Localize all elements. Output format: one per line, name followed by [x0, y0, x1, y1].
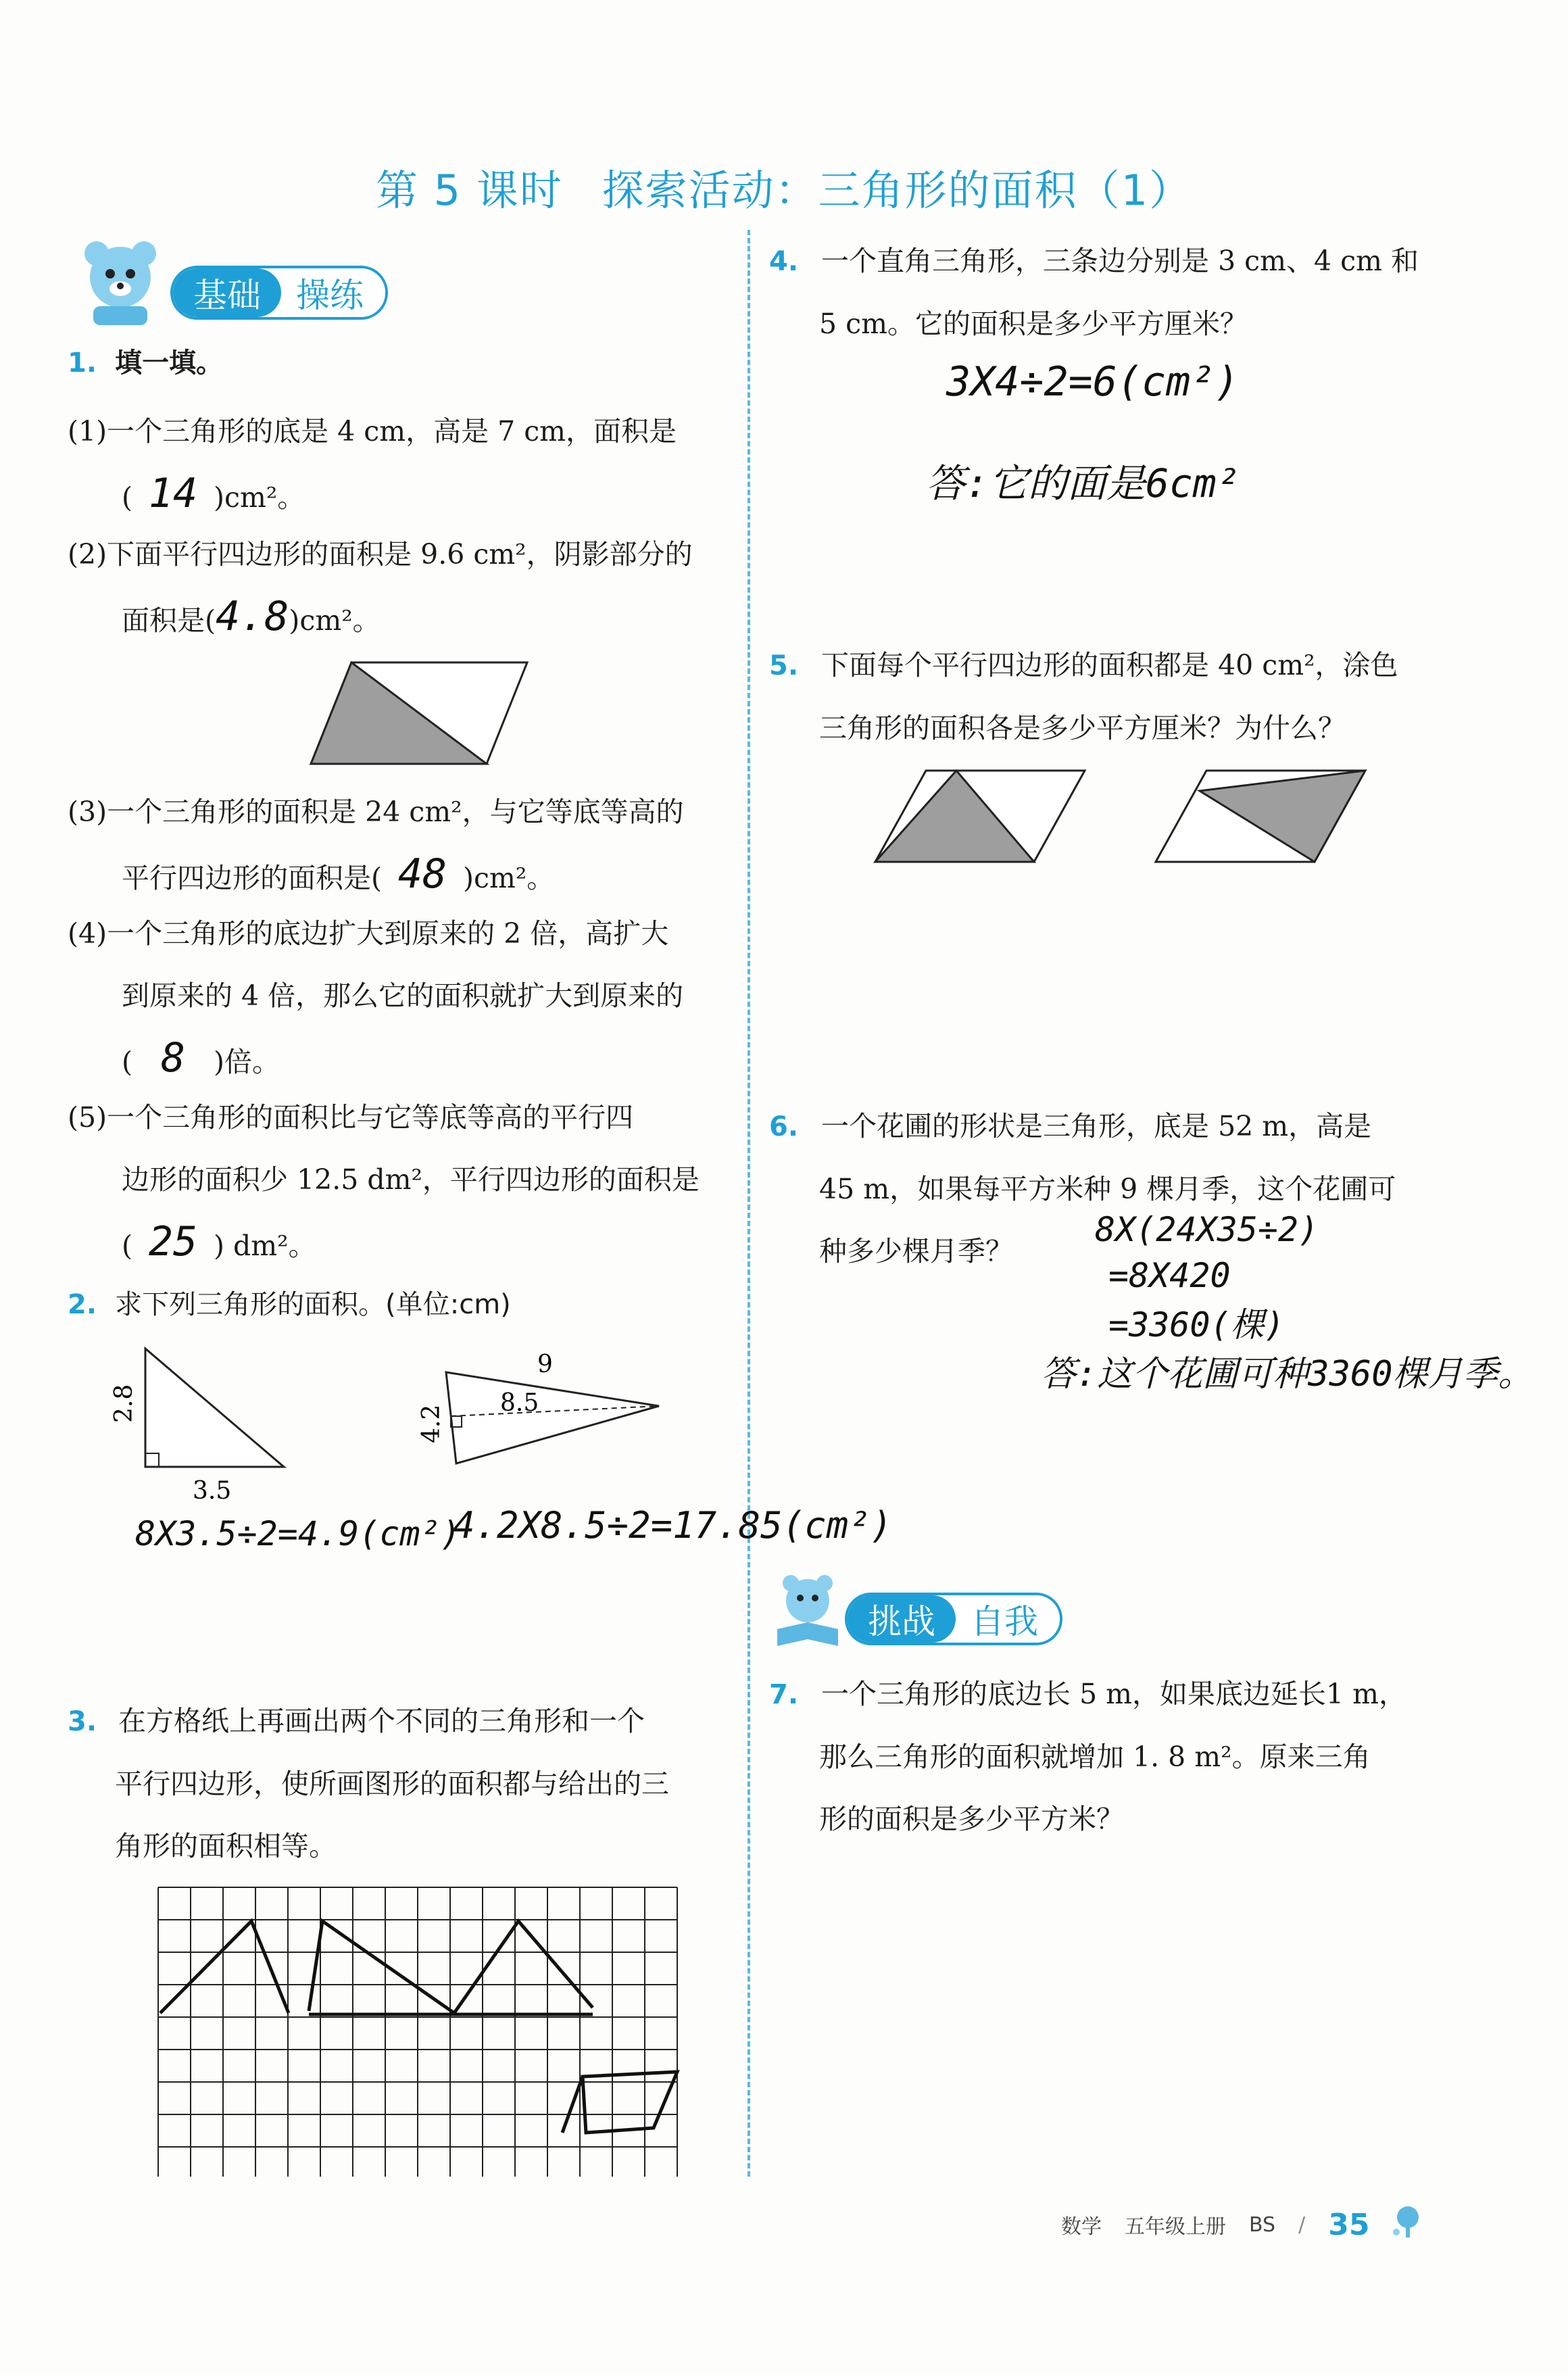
- q2-work1: 8X3.5÷2=4.9(cm²): [135, 1514, 461, 1553]
- question-7: [769, 1663, 1445, 1850]
- q4-work: 3X4÷2=6(cm²): [946, 358, 1240, 406]
- q1-p4-pre: (: [122, 1046, 132, 1078]
- q2-tri2-height-label: 8.5: [500, 1389, 539, 1417]
- q1-p1-line1: (1)一个三角形的底是 4 cm，高是 7 cm，面积是: [68, 415, 677, 447]
- q1-p3-line1: (3)一个三角形的面积是 24 cm²，与它等底等高的: [68, 796, 684, 828]
- q6-line1: 一个花圃的形状是三角形，底是 52 m，高是: [821, 1110, 1372, 1142]
- q1-p4-answer: 8: [160, 1034, 186, 1082]
- section-label-basic: 基础: [173, 268, 281, 317]
- q2-obtuse-triangle: [406, 1349, 676, 1470]
- q6-work2: =8X420: [1108, 1256, 1231, 1295]
- q1-parallelogram-figure: [308, 659, 531, 767]
- q1-p3-pre: 平行四边形的面积是(: [122, 862, 382, 894]
- tree-icon: [1392, 2205, 1423, 2244]
- page-footer: 数学 五年级上册 BS / 35: [1061, 2205, 1423, 2244]
- q1-p5-post: ) dm²。: [214, 1230, 316, 1262]
- section-label-self: 自我: [956, 1595, 1060, 1643]
- question-1: [68, 341, 223, 380]
- question-3: [68, 1690, 737, 1877]
- q2-text: 求下列三角形的面积。(单位:cm): [115, 1289, 511, 1320]
- q1-p5-line1: (5)一个三角形的面积比与它等底等高的平行四: [68, 1101, 634, 1134]
- q7-line3: 形的面积是多少平方米？: [819, 1803, 1124, 1835]
- q1-p3-post: )cm²。: [463, 862, 555, 894]
- page-number: 35: [1328, 2207, 1370, 2242]
- q7-number: 7.: [769, 1679, 799, 1710]
- q2-tri1-base-label: 3.5: [193, 1477, 232, 1504]
- q1-p5-pre: (: [122, 1230, 132, 1262]
- q1-part3: [68, 781, 730, 909]
- q1-p4-post: )倍。: [214, 1046, 280, 1078]
- footer-subject: 数学: [1061, 2215, 1102, 2239]
- q1-heading: 填一填。: [115, 347, 224, 379]
- q7-line1: 一个三角形的底边长 5 m，如果底边延长1 m，: [821, 1678, 1407, 1710]
- q1-p4-line1: (4)一个三角形的底边扩大到原来的 2 倍，高扩大: [68, 917, 669, 950]
- q1-part4: [68, 902, 730, 1093]
- question-5: [769, 634, 1445, 759]
- q2-tri2-side-label: 9: [537, 1351, 553, 1378]
- q3-line3: 角形的面积相等。: [115, 1830, 337, 1862]
- section-label-challenge: 挑战: [848, 1595, 956, 1643]
- q1-number: 1.: [68, 347, 97, 379]
- q1-p2-answer: 4.8: [216, 593, 289, 640]
- question-2: [68, 1283, 511, 1322]
- q3-grid-paper: [157, 1886, 684, 2177]
- bear-mascot-icon: [73, 233, 168, 328]
- column-divider: [748, 230, 750, 2177]
- page-title: [0, 157, 1568, 217]
- q1-p3-answer: 48: [397, 850, 447, 898]
- q1-part2: [68, 523, 730, 652]
- q4-line1: 一个直角三角形，三条边分别是 3 cm、4 cm 和: [821, 245, 1419, 277]
- reading-mascot-icon: [770, 1568, 845, 1649]
- q1-p2-post: )cm²。: [289, 604, 381, 637]
- section-basic-practice: [170, 266, 388, 320]
- q6-line2: 45 m，如果每平方米种 9 棵月季，这个花圃可: [819, 1173, 1396, 1205]
- q5-parallelogram-a: [872, 767, 1088, 865]
- q2-tri2-base-label: 4.2: [418, 1404, 445, 1443]
- q5-parallelogram-b: [1152, 767, 1369, 865]
- question-4: [769, 230, 1445, 355]
- q4-number: 4.: [769, 246, 799, 277]
- q1-p5-line2: 边形的面积少 12.5 dm²，平行四边形的面积是: [122, 1163, 700, 1196]
- q1-p1-answer: 14: [148, 470, 198, 517]
- q4-answer: 答:它的面是6cm²: [926, 460, 1240, 506]
- q3-line1: 在方格纸上再画出两个不同的三角形和一个: [118, 1705, 645, 1737]
- q1-p4-line2: 到原来的 4 倍，那么它的面积就扩大到原来的: [122, 979, 684, 1012]
- q1-p1-pre: (: [122, 481, 132, 514]
- q7-line2: 那么三角形的面积就增加 1. 8 m²。原来三角: [819, 1741, 1371, 1773]
- q6-answer: 答:这个花圃可种3360棵月季。: [1041, 1354, 1534, 1395]
- q5-number: 5.: [769, 650, 799, 681]
- q3-number: 3.: [68, 1706, 97, 1737]
- lesson-number: 第 5 课时: [375, 166, 563, 215]
- footer-grade: 五年级上册: [1125, 2215, 1226, 2239]
- q1-part5: [68, 1086, 730, 1277]
- q2-tri1-height-label: 2.8: [110, 1384, 138, 1423]
- footer-edition: BS: [1249, 2212, 1276, 2237]
- q2-number: 2.: [68, 1289, 97, 1320]
- q6-work1: 8X(24X35÷2): [1095, 1210, 1319, 1249]
- q1-p2-line1: (2)下面平行四边形的面积是 9.6 cm²，阴影部分的: [68, 538, 693, 571]
- q3-line2: 平行四边形，使所画图形的面积都与给出的三: [115, 1768, 669, 1800]
- q6-number: 6.: [769, 1111, 799, 1142]
- lesson-topic: 探索活动：三角形的面积（1）: [602, 166, 1193, 215]
- q1-p1-post: )cm²。: [214, 481, 305, 514]
- q1-p2-pre: 面积是(: [122, 604, 216, 637]
- q1-p5-answer: 25: [148, 1218, 198, 1265]
- q5-line2: 三角形的面积各是多少平方厘米？为什么？: [819, 712, 1346, 744]
- q2-right-triangle: [101, 1342, 304, 1504]
- q6-line3: 种多少棵月季？: [819, 1235, 1013, 1267]
- q5-line1: 下面每个平行四边形的面积都是 40 cm²，涂色: [821, 649, 1398, 681]
- q1-part1: [68, 400, 730, 529]
- q4-line2: 5 cm。它的面积是多少平方厘米？: [819, 308, 1248, 340]
- section-label-practice: 操练: [281, 268, 385, 317]
- question-6: [769, 1095, 1445, 1282]
- q6-work3: =3360(棵): [1108, 1305, 1285, 1345]
- section-challenge-self: [845, 1593, 1062, 1645]
- q2-work2: 4.2X8.5÷2=17.85(cm²): [453, 1504, 893, 1547]
